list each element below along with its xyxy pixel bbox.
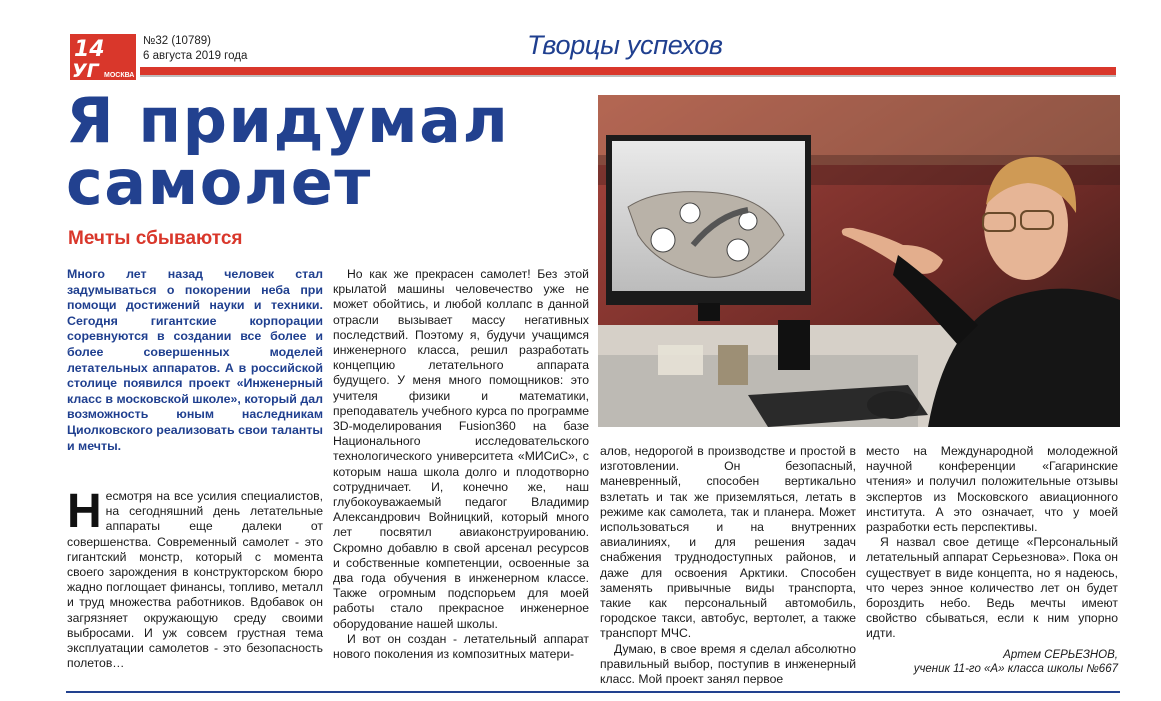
issue-date: 6 августа 2019 года: [143, 50, 248, 62]
article-photo: [598, 95, 1120, 427]
bottom-rule: [66, 691, 1120, 693]
lead-paragraph: Много лет назад человек стал задумываться о покорении неба при помощи достижений науки и техники. Сегодня гигантские корпорации соревнуются в создании все более и более совершенных моделей летательных аппаратов. А в российской столице появился проект «Инженерный класс в московской школе», который дал возможность юным наследникам Циолковского реализовать свои таланты и мечты.: [67, 267, 323, 453]
headline-line-1: Я придумал: [66, 84, 510, 157]
paragraph-1-text: есмотря на все усилия специалистов, на сегодняшний день летательные аппараты еще далеки от совершенства. Современный самолет - это гигантский монстр, который с момента своего зарождения в конструкторском бюро жадно поглощает финансы, топливо, металл и труд множества работников. Вдобавок он загрязняет окружающую среду своими выбросами. И уж совсем грустная тема эксплуатации самолетов - это безопасность полетов…: [67, 489, 323, 671]
header-rule-shadow: [140, 75, 1116, 77]
logo-page-number: 14: [74, 37, 105, 62]
body-column-1: [67, 485, 323, 671]
paragraph-5: Я назвал свое детище «Персональный летательный аппарат Серьезнова». Пока он существует в виде концепта, но я надеюсь, что через энное количество лет он будет бороздить небо. Ведь мечты имеют свойство сбываться, если к ним упорно идти.: [866, 535, 1118, 641]
author-role: ученик 11-го «А» класса школы №667: [913, 663, 1118, 676]
logo-letters: УГ: [72, 60, 99, 80]
logo-city: МОСКВА: [104, 72, 135, 79]
issue-info: [143, 34, 247, 64]
header-rule: [140, 67, 1116, 75]
newspaper-logo: [70, 34, 136, 80]
body-column-3: [600, 444, 856, 687]
headline-line-2: самолет: [66, 146, 372, 219]
issue-number: №32 (10789): [143, 35, 211, 47]
paragraph-2: Но как же прекрасен самолет! Без этой крылатой машины человечество уже не может обойтись, и любой коллапс в данной отрасли вызывает массу негативных последствий. Поэтому я, будучи учащимся инженерного класса, решил разработать концепцию летательного аппарата будущего. У меня много помощников: это учителя физики и математики, преподаватель учебного курса по программе 3D-моделирования Fusion360 на базе Национального исследовательского технологического университета «МИСиС», с которым наша школа долго и плодотворно сотрудничает. И, конечно же, наш глубокоуважаемый педагог Владимир Александрович Войницкий, который много лет посвятил авиаконструированию. Скромно добавлю в свой арсенал ресурсов и собственные компетенции, освоенные за два года обучения в инженерном классе. Также огромным подспорьем для моей работы стало прекрасное инженерное оборудование нашей школы.: [333, 267, 589, 631]
paragraph-3-continued: алов, недорогой в производстве и простой в изготовлении. Он безопасный, маневренный, способен вертикально взлетать и так же приземляться, летать в режиме как самолета, так и планера. Может использоваться и на внутренних авиалиниях, и для решения задач снабжения труднодоступных районов, и даже для освоения Арктики. Способен заменять привычные виды транспорта, такие как персональный автомобиль, городское такси, автобус, вертолет, а также транспорт МЧС.: [600, 444, 856, 641]
paragraph-4-continued: место на Международной молодежной научной конференции «Гагаринские чтения» и получил положительные отзывы экспертов из Московского авиационного института. А это означает, что у моей разработки есть перспективы.: [866, 444, 1118, 535]
headline: [66, 84, 596, 219]
section-title: Творцы успехов: [527, 30, 723, 60]
body-column-4: [866, 444, 1118, 677]
author-signature: [866, 648, 1118, 677]
author-name: Артем СЕРЬЕЗНОВ,: [1003, 648, 1118, 661]
subheading: Мечты сбываются: [68, 228, 243, 249]
body-column-2: [333, 267, 589, 662]
paragraph-3-start: И вот он создан - летательный аппарат нового поколения из композитных матери-: [333, 631, 589, 662]
paragraph-4-start: Думаю, в свое время я сделал абсолютно правильный выбор, поступив в инженерный класс. Мой проект занял первое: [600, 641, 856, 687]
drop-cap: Н: [67, 485, 102, 538]
